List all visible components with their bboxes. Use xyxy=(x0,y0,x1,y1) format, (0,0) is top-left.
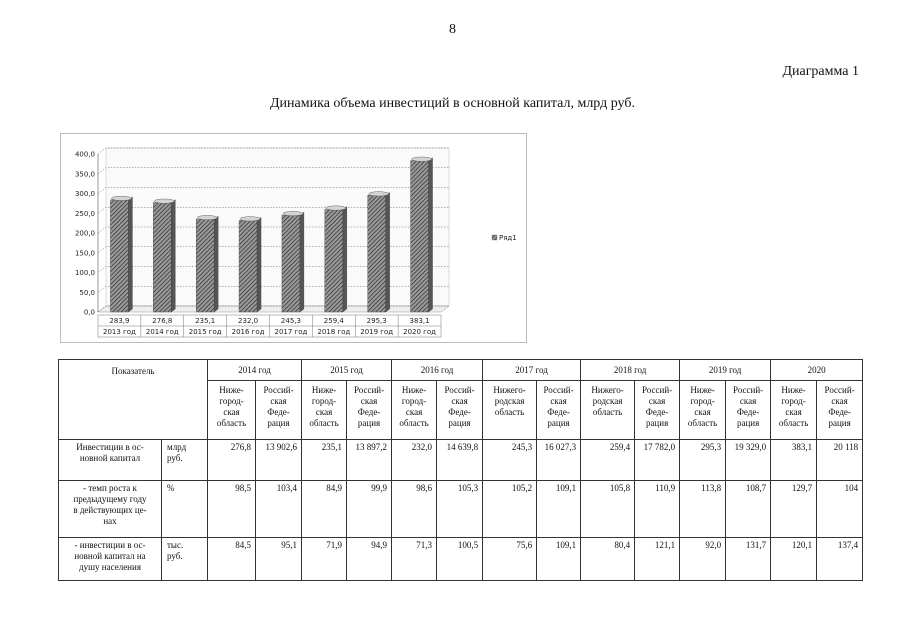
x-tick-label: 2015 год xyxy=(188,328,222,336)
x-tick-label: 2019 год xyxy=(360,328,394,336)
x-tick-label: 2020 год xyxy=(403,328,436,336)
bar-body xyxy=(196,219,214,312)
region-header: Ниже- город- ская область xyxy=(392,381,437,440)
data-label: 276,8 xyxy=(152,317,173,325)
table-cell: 98,5 xyxy=(208,481,256,538)
bar-top xyxy=(154,199,174,203)
table-cell: 19 329,0 xyxy=(726,440,771,481)
bar-top xyxy=(240,217,260,221)
page-number: 8 xyxy=(449,22,456,37)
bar xyxy=(153,199,175,312)
year-header: 2020 xyxy=(771,360,863,381)
table-cell: 110,9 xyxy=(635,481,680,538)
table-cell: 103,4 xyxy=(256,481,302,538)
table-cell: 108,7 xyxy=(726,481,771,538)
table-cell: 71,9 xyxy=(302,538,347,581)
table-cell: 131,7 xyxy=(726,538,771,581)
region-header: Нижего- родская область xyxy=(483,381,537,440)
year-header: 2017 год xyxy=(483,360,581,381)
bar-side xyxy=(343,207,347,312)
diagram-title: Динамика объема инвестиций в основной капитал, млрд руб. xyxy=(270,96,635,111)
table-cell: 80,4 xyxy=(581,538,635,581)
table-cell: 129,7 xyxy=(771,481,817,538)
region-header: Ниже- город- ская область xyxy=(302,381,347,440)
row-indicator: Инвестиции в ос- новной капитал xyxy=(59,440,162,481)
table-cell: 13 897,2 xyxy=(347,440,392,481)
data-label: 295,3 xyxy=(366,317,387,325)
table-cell: 295,3 xyxy=(680,440,726,481)
y-tick-label: 100,0 xyxy=(74,269,95,277)
table-cell: 113,8 xyxy=(680,481,726,538)
table-cell: 13 902,6 xyxy=(256,440,302,481)
table-cell: 383,1 xyxy=(771,440,817,481)
region-header: Ниже- город- ская область xyxy=(771,381,817,440)
y-tick-label: 0,0 xyxy=(83,308,95,317)
investment-table xyxy=(58,359,863,581)
bar-side xyxy=(429,158,433,312)
table-cell: 84,5 xyxy=(208,538,256,581)
data-label: 235,1 xyxy=(195,317,216,325)
table-cell: 109,1 xyxy=(537,538,581,581)
y-tick-label: 350,0 xyxy=(74,170,95,179)
table-cell: 105,2 xyxy=(483,481,537,538)
row-unit: млрд руб. xyxy=(162,440,208,481)
region-header: Россий- ская Феде- рация xyxy=(635,381,680,440)
bar xyxy=(282,211,304,312)
bar-top xyxy=(369,192,389,196)
table-cell: 100,5 xyxy=(437,538,483,581)
bar-side xyxy=(300,212,304,312)
region-header: Россий- ская Феде- рация xyxy=(726,381,771,440)
year-header: 2018 год xyxy=(581,360,680,381)
data-label: 283,9 xyxy=(109,317,130,325)
region-header: Россий- ская Феде- рация xyxy=(537,381,581,440)
bar-side xyxy=(171,200,175,312)
table-cell: 105,8 xyxy=(581,481,635,538)
table-cell: 98,6 xyxy=(392,481,437,538)
table-cell: 105,3 xyxy=(437,481,483,538)
bar-body xyxy=(239,220,257,312)
bar-top xyxy=(326,206,346,210)
data-label: 232,0 xyxy=(238,317,259,325)
bar-body xyxy=(153,203,171,312)
table-cell: 92,0 xyxy=(680,538,726,581)
region-header: Нижего- родская область xyxy=(581,381,635,440)
region-header: Ниже- город- ская область xyxy=(208,381,256,440)
table-cell: 75,6 xyxy=(483,538,537,581)
x-tick-label: 2014 год xyxy=(145,328,179,336)
table-cell: 120,1 xyxy=(771,538,817,581)
table-cell: 232,0 xyxy=(392,440,437,481)
investment-chart xyxy=(60,133,527,343)
y-tick-label: 150,0 xyxy=(74,249,95,258)
year-header: 2019 год xyxy=(680,360,771,381)
table-row xyxy=(59,481,863,538)
table-header-row xyxy=(59,360,863,381)
table-cell: 20 118 xyxy=(817,440,863,481)
data-label: 259,4 xyxy=(323,317,344,325)
bar-body xyxy=(411,161,429,312)
region-header: Россий- ская Феде- рация xyxy=(256,381,302,440)
bar-side xyxy=(257,217,261,312)
table-cell: 99,9 xyxy=(347,481,392,538)
chart-legend xyxy=(492,234,517,242)
table-cell: 16 027,3 xyxy=(537,440,581,481)
table-row xyxy=(59,538,863,581)
table-cell: 245,3 xyxy=(483,440,537,481)
table-cell: 14 639,8 xyxy=(437,440,483,481)
chart-floor xyxy=(98,306,449,312)
row-unit: % xyxy=(162,481,208,538)
table-cell: 95,1 xyxy=(256,538,302,581)
bar-side xyxy=(386,192,390,312)
diagram-label: Диаграмма 1 xyxy=(782,64,859,79)
bar xyxy=(110,196,132,312)
bar xyxy=(368,192,390,312)
bar-body xyxy=(368,195,386,312)
x-tick-label: 2017 год xyxy=(274,328,308,336)
table-cell: 109,1 xyxy=(537,481,581,538)
x-tick-label: 2013 год xyxy=(103,328,136,336)
legend-label: Ряд1 xyxy=(499,234,517,242)
y-tick-label: 300,0 xyxy=(74,190,95,198)
bar-side xyxy=(214,216,218,312)
y-tick-label: 200,0 xyxy=(74,229,95,238)
table-cell: 259,4 xyxy=(581,440,635,481)
row-indicator: - инвестиции в ос- новной капитал на душу населения xyxy=(59,538,162,581)
data-label: 245,3 xyxy=(280,317,301,325)
region-header: Россий- ская Феде- рация xyxy=(347,381,392,440)
y-tick-label: 50,0 xyxy=(79,288,95,297)
table-cell: 84,9 xyxy=(302,481,347,538)
table-cell: 235,1 xyxy=(302,440,347,481)
table-cell: 17 782,0 xyxy=(635,440,680,481)
legend-swatch xyxy=(492,235,497,240)
table-cell: 276,8 xyxy=(208,440,256,481)
y-tick-label: 400,0 xyxy=(74,150,95,159)
bar xyxy=(239,217,261,312)
year-header: 2014 год xyxy=(208,360,302,381)
table-cell: 137,4 xyxy=(817,538,863,581)
bar xyxy=(196,215,218,312)
row-unit: тыс. руб. xyxy=(162,538,208,581)
region-header: Россий- ская Феде- рация xyxy=(437,381,483,440)
bar-top xyxy=(412,157,432,161)
bar-top xyxy=(283,211,303,215)
year-header: 2015 год xyxy=(302,360,392,381)
bar-body xyxy=(110,200,128,312)
region-header: Ниже- город- ская область xyxy=(680,381,726,440)
x-tick-label: 2016 год xyxy=(231,328,265,336)
y-tick-label: 250,0 xyxy=(74,209,95,218)
bar-side xyxy=(128,197,132,312)
x-tick-label: 2018 год xyxy=(317,328,351,336)
chart-canvas xyxy=(61,134,526,342)
bar-body xyxy=(325,210,343,312)
table-row xyxy=(59,440,863,481)
bar xyxy=(325,206,347,312)
indicator-header: Показатель xyxy=(59,360,208,440)
year-header: 2016 год xyxy=(392,360,483,381)
bar xyxy=(411,157,433,312)
region-header: Россий- ская Феде- рация xyxy=(817,381,863,440)
table-cell: 104 xyxy=(817,481,863,538)
data-label: 383,1 xyxy=(409,317,430,325)
table-cell: 71,3 xyxy=(392,538,437,581)
table-cell: 94,9 xyxy=(347,538,392,581)
row-indicator: - темп роста к предыдущему году в действующих це- нах xyxy=(59,481,162,538)
bar-top xyxy=(197,215,217,219)
bar-top xyxy=(111,196,131,200)
table-cell: 121,1 xyxy=(635,538,680,581)
bar-body xyxy=(282,215,300,312)
